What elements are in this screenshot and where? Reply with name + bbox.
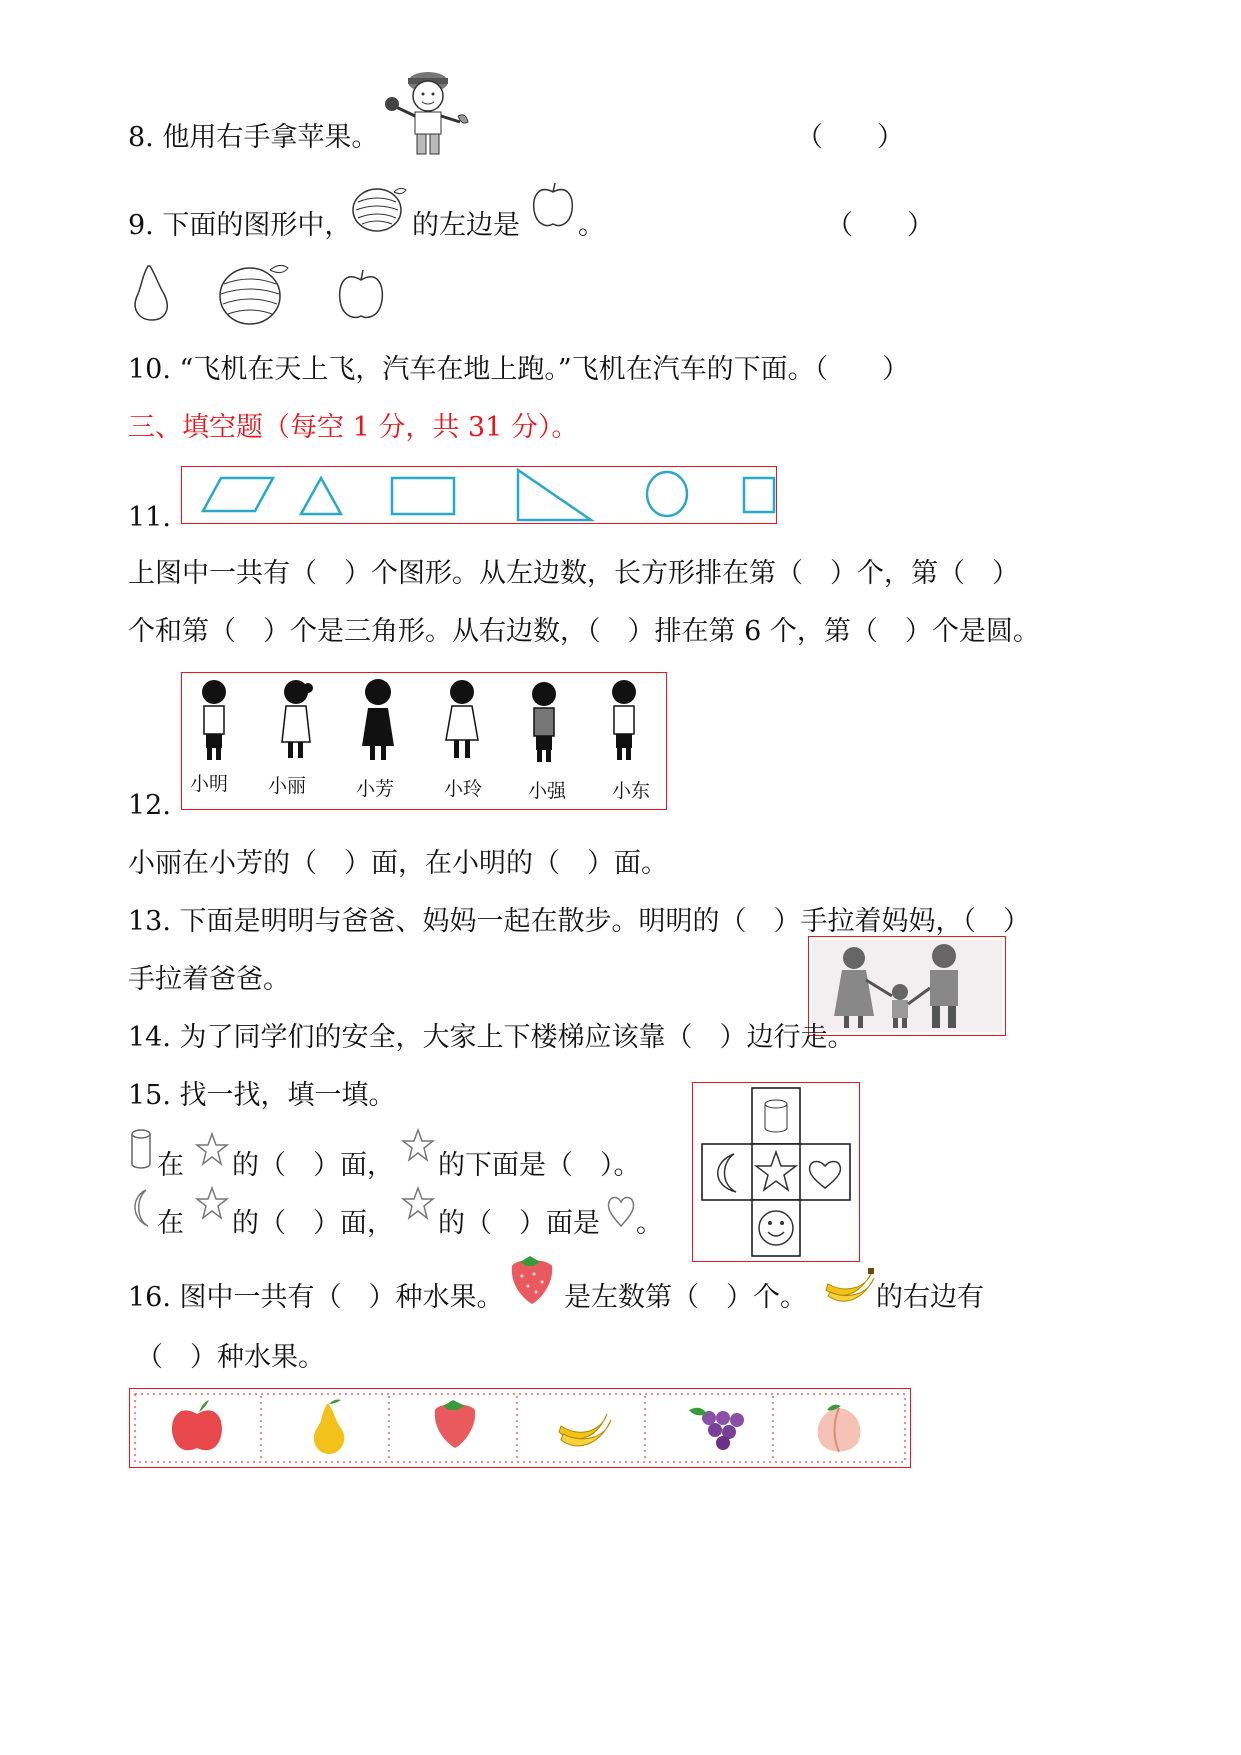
child-name: 小玲 [444, 778, 483, 800]
square-shape [744, 478, 774, 512]
parallelogram-shape [203, 478, 273, 511]
children-row [190, 678, 660, 768]
apple-icon [336, 266, 386, 322]
right-triangle-shape [518, 470, 591, 520]
q16-line2: （ ）种水果。 [136, 1342, 325, 1373]
q15-title: 15. 找一找，填一填。 [128, 1080, 396, 1111]
cube-net-diagram [692, 1082, 860, 1262]
circle-shape [647, 472, 687, 516]
q15-r1-text-c: 的下面是（ ）。 [438, 1150, 641, 1181]
q11-line1: 上图中一共有（ ）个图形。从左边数，长方形排在第（ ）个，第（ ） [128, 558, 1019, 589]
q9-text-c: 。 [578, 210, 605, 241]
q12-number: 12. [128, 790, 171, 821]
child-icon [202, 680, 226, 760]
q14-text: 14. 为了同学们的安全，大家上下楼梯应该靠（ ）边行走。 [128, 1022, 855, 1053]
apple-icon [172, 1400, 222, 1450]
q13-line1: 13. 下面是明明与爸爸、妈妈一起在散步。明明的（ ）手拉着妈妈，（ ） [128, 906, 1031, 937]
q16-text-c: 的右边有 [876, 1282, 984, 1313]
q9-answer-paren[interactable]: （ ） [826, 210, 934, 241]
q15-r2-text-d: 。 [636, 1208, 663, 1239]
q9-text-b: 的左边是 [412, 210, 520, 241]
fruits-row [129, 1388, 911, 1468]
child-name: 小强 [528, 780, 567, 802]
section3-title: 三、填空题（每空 1 分，共 31 分）。 [128, 412, 579, 443]
moon-icon [128, 1188, 154, 1230]
pear-icon [314, 1400, 344, 1455]
banana-icon [559, 1414, 611, 1446]
child-name: 小明 [190, 773, 229, 795]
q9-text-a: 9. 下面的图形中， [128, 210, 352, 241]
family-walking-icon [812, 940, 1002, 1032]
child-icon [532, 682, 556, 762]
q15-r2-text-c: 的（ ）面是 [438, 1208, 600, 1239]
star-icon [402, 1128, 434, 1164]
watermelon-icon [218, 260, 292, 326]
q16-text-a: 16. 图中一共有（ ）种水果。 [128, 1282, 504, 1313]
q12-line1: 小丽在小芳的（ ）面，在小明的（ ）面。 [128, 848, 668, 879]
q13-line2: 手拉着爸爸。 [128, 964, 290, 995]
star-icon [196, 1132, 228, 1168]
child-icon [446, 680, 478, 758]
child-icon [612, 680, 636, 760]
q8-text: 8. 他用右手拿苹果。 [128, 122, 379, 153]
strawberry-icon [506, 1254, 558, 1306]
smiley-icon [759, 1211, 793, 1245]
q15-r2-text-b: 的（ ）面， [232, 1208, 394, 1239]
peach-icon [818, 1405, 861, 1452]
triangle-shape [301, 478, 341, 514]
shapes-row [181, 466, 777, 524]
q10-text: 10. “飞机在天上飞，汽车在地上跑。”飞机在汽车的下面。（ ） [128, 354, 910, 385]
pear-icon [128, 262, 174, 322]
star-icon [402, 1186, 434, 1222]
q16-text-b: 是左数第（ ）个。 [564, 1282, 807, 1313]
child-name: 小东 [612, 780, 651, 802]
strawberry-icon [435, 1400, 475, 1448]
q15-r2-text-a: 在 [157, 1208, 184, 1239]
grapes-icon [689, 1408, 744, 1450]
q15-r1-text-b: 的（ ）面， [232, 1150, 394, 1181]
heart-icon [606, 1194, 636, 1230]
child-name: 小丽 [268, 775, 307, 797]
q11-line2: 个和第（ ）个是三角形。从右边数，（ ）排在第 6 个，第（ ）个是圆。 [128, 616, 1040, 647]
banana-icon [822, 1264, 876, 1308]
apple-icon [530, 180, 576, 230]
q15-r1-text-a: 在 [157, 1150, 184, 1181]
star-icon [196, 1186, 228, 1222]
q11-number: 11. [128, 502, 171, 533]
boy-holding-apple-icon [382, 60, 474, 158]
watermelon-icon [350, 182, 410, 234]
child-icon [362, 679, 394, 760]
q8-answer-paren[interactable]: （ ） [796, 122, 904, 153]
rectangle-shape [392, 478, 454, 514]
cylinder-icon [130, 1128, 154, 1172]
child-icon [282, 680, 313, 758]
child-name: 小芳 [356, 778, 395, 800]
